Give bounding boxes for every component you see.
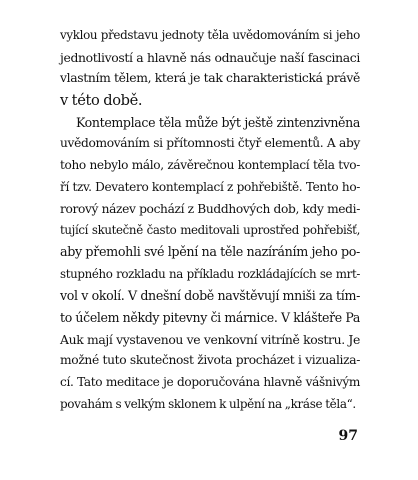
page-number: 97 [338,428,358,444]
text-line: vyklou představu jednoty těla uvědomováním si jeho [60,28,360,42]
text-line: tující skutečně často meditovali uprostřed pohřebišť, [60,223,360,238]
text-line: stupného rozkladu na příkladu rozkládajících se mrt- [60,266,360,281]
text-line: cí. Tato meditace je doporučována hlavně vášnivým [60,375,360,389]
text-line: vol v okolí. V dnešní době navštěvují mniši za tím- [60,288,360,304]
text-line: povahám s velkým sklonem k ulpění na „kráse těla“. [60,396,356,411]
text-line: rorový název pochází z Buddhových dob, kdy medi- [60,201,360,216]
text-line: aby přemohli své lpění na těle nazíráním jeho po- [60,244,360,260]
text-line: ří tzv. Devatero kontemplací z pohřebiště. Tento ho- [60,179,360,194]
text-line: Auk mají vystavenou ve venkovní vitríně kostru. Je [60,331,360,347]
text-line: možné tuto skutečnost života procházet i vizualiza- [60,353,360,368]
text-line: jednotlivostí a hlavně nás odnaučuje naší fascinaci [60,49,360,65]
text-line: to účelem někdy pitevny či márnice. V klášteře Pa [60,309,360,325]
body-text [60,0,360,415]
text-line: vlastním tělem, která je tak charakteristická právě [60,71,360,86]
text-line: Kontemplace těla může být ještě zintenzivněna [76,114,360,130]
text-line: toho nebylo málo, závěrečnou kontemplací těla tvo- [60,158,360,173]
text-line: v této době. [60,92,143,110]
text-line: uvědomováním si přítomnosti čtyř elementů. A aby [60,136,360,151]
